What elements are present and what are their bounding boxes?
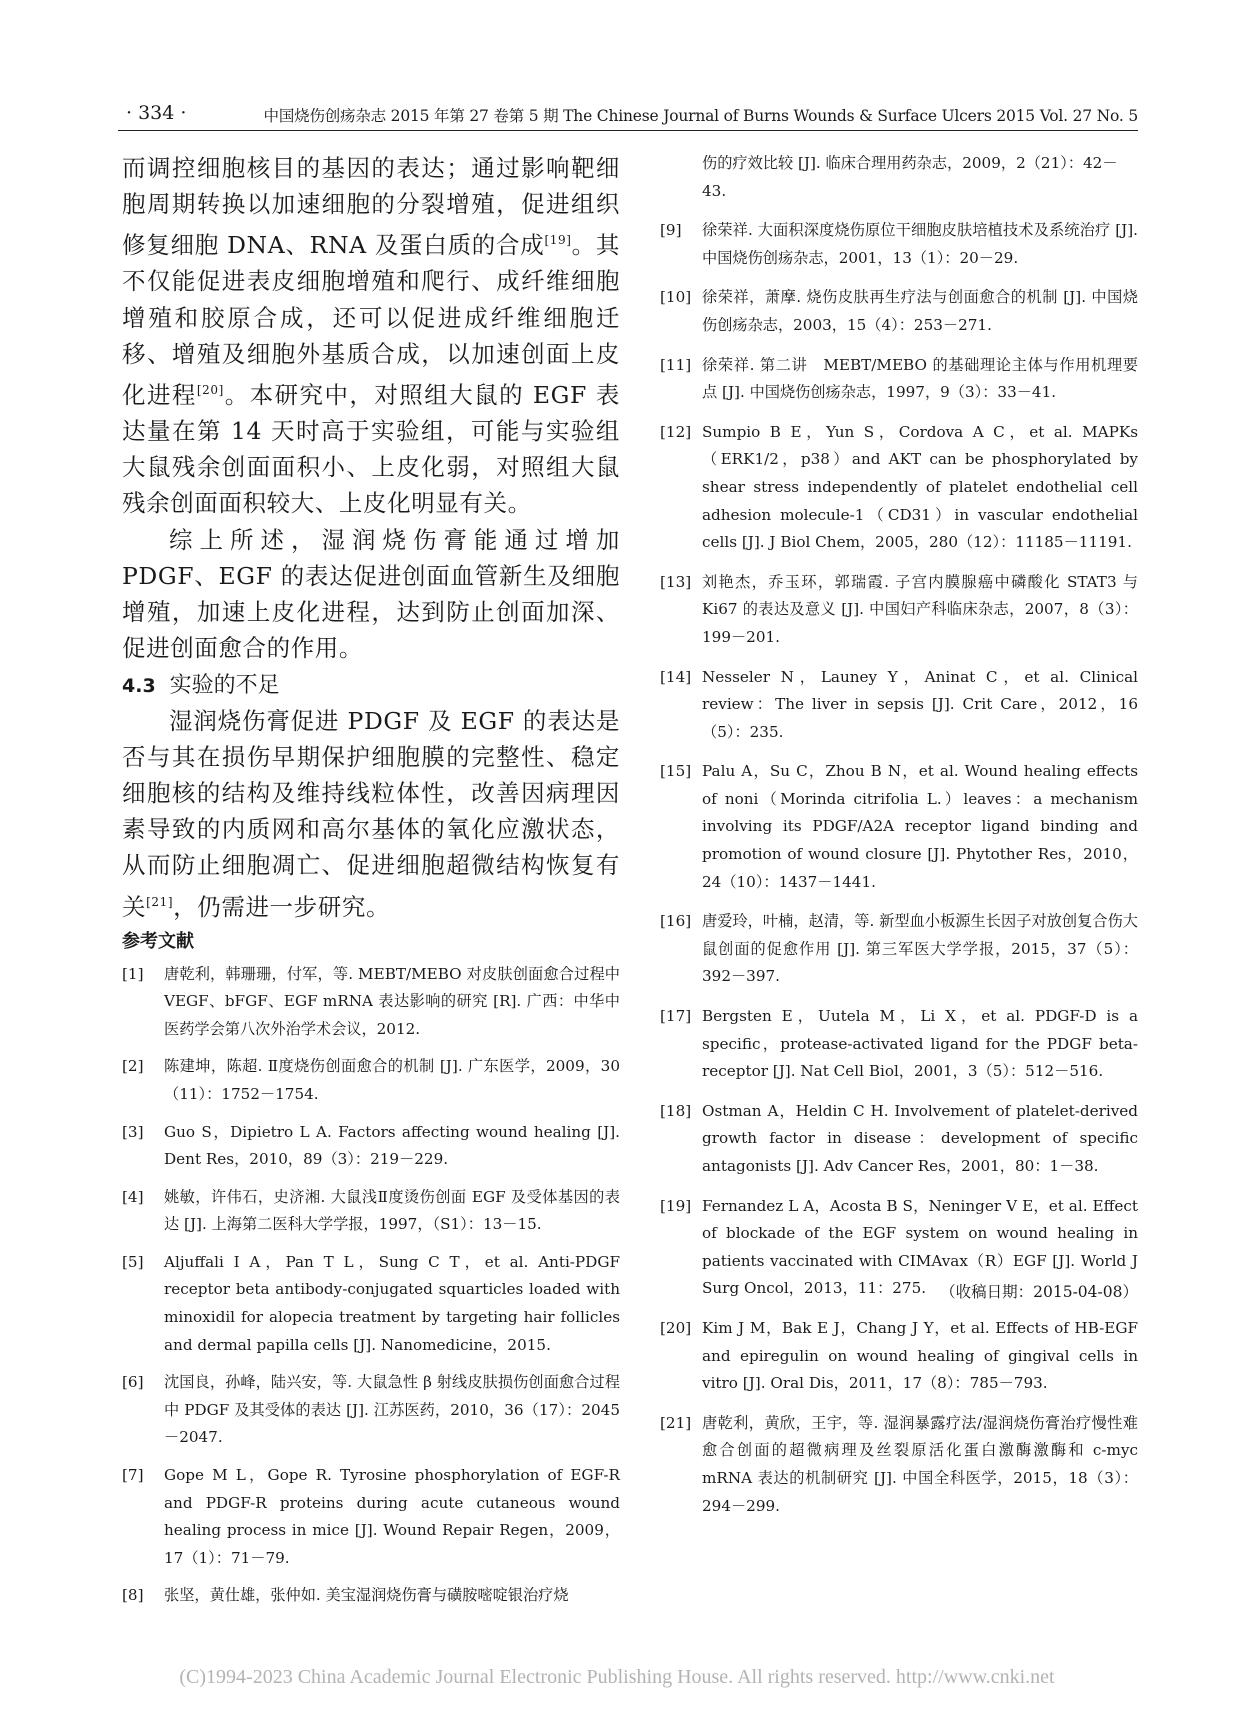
reference-number: [12] (660, 422, 692, 441)
reference-text: 张坚，黄仕雄，张仲如. 美宝湿润烧伤膏与磺胺嘧啶银治疗烧 (164, 1586, 569, 1605)
reference-number: [2] (122, 1057, 144, 1076)
reference-number: [19] (660, 1196, 692, 1215)
body-paragraph: 而调控细胞核目的基因的表达；通过影响靶细胞周期转换以加速细胞的分裂增殖，促进组织修复细胞 DNA、RNA 及蛋白质的合成[19]。其不仅能促进表皮细胞增殖和爬行、成纤维细胞增殖和胶原合成，还可以促进成纤维细胞迁移、增殖及细胞外基质合成，以加速创面上皮化进程[20]。本研究中，对照组大鼠的 EGF 表达量在第 14 天时高于实验组，可能与实验组大鼠残余创面面积小、上皮化弱，对照组大鼠残余创面面积较大、上皮化明显有关。 (122, 154, 621, 518)
reference-text: 刘艳杰，乔玉环，郭瑞霞. 子宫内膜腺癌中磷酸化 STAT3 与 Ki67 的表达及意义 [J]. 中国妇产科临床杂志，2007，8（3）：199－201. (702, 572, 1138, 646)
reference-text: Gope M L，Gope R. Tyrosine phosphorylation of EGF-R and PDGF-R proteins during acute cutaneous wound healing process in mice [J]. Wound Repair Regen，2009，17（1）：71－79. (164, 1466, 620, 1567)
reference-item (660, 1315, 1138, 1398)
reference-item (660, 1410, 1138, 1520)
reference-item (660, 664, 1138, 747)
reference-text: Bergsten E，Uutela M，Li X，et al. PDGF-D is a specific，protease-activated ligand for the PDGF beta-receptor [J]. Nat Cell Biol，2001，3（5）：512－516. (702, 1007, 1138, 1081)
reference-number: [14] (660, 667, 692, 686)
reference-item (122, 1053, 620, 1108)
reference-item (660, 284, 1138, 339)
reference-text: Fernandez L A，Acosta B S，Neninger V E，et al. Effect of blockade of the EGF system on wound healing in patients vaccinated with CIMAvax（R）EGF [J]. World J Surg Oncol，2013，11：275. (702, 1196, 1138, 1298)
reference-number: [1] (122, 964, 144, 983)
copyright-footer: (C)1994-2023 China Academic Journal Electronic Publishing House. All rights reserved. http://www.cnki.net (179, 1666, 1055, 1688)
reference-item (122, 1462, 620, 1572)
reference-text: Nesseler N，Launey Y，Aninat C，et al. Clinical review：The liver in sepsis [J]. Crit Care，2012，16（5）：235. (702, 667, 1138, 741)
reference-text: Palu A，Su C，Zhou B N，et al. Wound healing effects of noni（Morinda citrifolia L.）leaves：a mechanism involving its PDGF/A2A receptor ligand binding and promotion of wound closure [J]. Phytother Res，2010，24（10）：1437－1441. (702, 762, 1138, 891)
reference-list (660, 217, 1138, 1520)
reference-number: [15] (660, 762, 692, 781)
page-number: · 334 · (126, 102, 187, 124)
reference-text: 沈国良，孙峰，陆兴安，等. 大鼠急性 β 射线皮肤损伤创面愈合过程中 PDGF 及其受体的表达 [J]. 江苏医药，2010，36（17）：2045－2047. (164, 1373, 620, 1447)
left-column (122, 150, 620, 1620)
running-header (118, 96, 1138, 131)
body-paragraph: 综上所述，湿润烧伤膏能通过增加 PDGF、EGF 的表达促进创面血管新生及细胞增殖，加速上皮化进程，达到防止创面加深、促进创面愈合的作用。 (122, 525, 620, 663)
reference-number: [17] (660, 1007, 692, 1026)
reference-text: 徐荣祥. 第二讲 MEBT/MEBO 的基础理论主体与作用机理要点 [J]. 中国烧伤创疡杂志，1997，9（3）：33－41. (702, 355, 1138, 402)
reference-text: Aljuffali I A，Pan T L，Sung C T，et al. Anti-PDGF receptor beta antibody-conjugated squarticles loaded with minoxidil for alopecia treatment by targeting hair follicles and dermal papilla cells [J]. Nanomedicine，2015. (164, 1252, 620, 1354)
reference-item (660, 569, 1138, 652)
reference-item (660, 217, 1138, 272)
reference-text: 陈建坤，陈超. Ⅱ度烧伤创面愈合的机制 [J]. 广东医学，2009，30（11）：1752－1754. (164, 1057, 620, 1103)
reference-item (660, 352, 1138, 407)
journal-running-head: 中国烧伤创疡杂志 2015 年第 27 卷第 5 期 The Chinese Journal of Burns Wounds & Surface Ulcers 2015 Vol. 27 No. 5 (263, 107, 1138, 125)
reference-text: Sumpio B E，Yun S，Cordova A C，et al. MAPKs（ERK1/2，p38）and AKT can be phosphorylated by shear stress independently of platelet endothelial cell adhesion molecule-1（CD31）in vascular endothelial cells [J]. J Biol Chem，2005，280（12）：11185－11191. (702, 422, 1138, 552)
reference-item (122, 1582, 620, 1610)
received-date: （收稿日期：2015-04-08） (940, 1283, 1138, 1301)
reference-item (660, 1003, 1138, 1086)
reference-text: Ostman A，Heldin C H. Involvement of platelet-derived growth factor in disease：development of specific antagonists [J]. Adv Cancer Res，2001，80：1－38. (702, 1101, 1138, 1175)
reference-item (660, 1098, 1138, 1181)
reference-number: [16] (660, 912, 692, 931)
reference-item (122, 1369, 620, 1452)
reference-number: [10] (660, 288, 692, 307)
citation: [21] (146, 894, 174, 909)
reference-item (122, 1119, 620, 1174)
reference-number: [20] (660, 1318, 692, 1337)
reference-text: 徐荣祥，萧摩. 烧伤皮肤再生疗法与创面愈合的机制 [J]. 中国烧伤创疡杂志，2003，15（4）：253－271. (702, 288, 1138, 334)
reference-item (122, 1249, 620, 1359)
body-paragraph: 湿润烧伤膏促进 PDGF 及 EGF 的表达是否与其在损伤早期保护细胞膜的完整性、稳定细胞核的结构及维持线粒体性，改善因病理因素导致的内质网和高尔基体的氧化应激状态，从而防止细胞凋亡、促进细胞超微结构恢复有关[21]，仍需进一步研究。 (122, 706, 620, 921)
citation: [20] (196, 383, 224, 398)
reference-text: 徐荣祥. 大面积深度烧伤原位干细胞皮肤培植技术及系统治疗 [J]. 中国烧伤创疡杂志，2001，13（1）：20－29. (702, 221, 1138, 267)
reference-text: 唐乾利，韩珊珊，付军，等. MEBT/MEBO 对皮肤创面愈合过程中 VEGF、bFGF、EGF mRNA 表达影响的研究 [R]. 广西：中华中医药学会第八次外治学术会议，2012. (164, 964, 620, 1038)
reference-number: [8] (122, 1586, 144, 1605)
reference-number: [21] (660, 1413, 692, 1432)
reference-number: [7] (122, 1466, 144, 1485)
reference-text: Kim J M，Bak E J，Chang J Y，et al. Effects of HB-EGF and epiregulin on wound healing of gingival cells in vitro [J]. Oral Dis，2011，17（8）：785－793. (702, 1318, 1138, 1393)
reference-number: [13] (660, 572, 692, 591)
reference-item (122, 961, 620, 1044)
reference-number: [11] (660, 355, 692, 374)
citation: [19] (544, 233, 572, 248)
right-column (660, 150, 1138, 1532)
section-heading: 4.3 实验的不足 (122, 672, 280, 698)
reference-number: [4] (122, 1187, 144, 1206)
reference-item (660, 419, 1138, 557)
reference-text: 唐爱玲，叶楠，赵清，等. 新型血小板源生长因子对放创复合伤大鼠创面的促愈作用 [J]. 第三军医大学学报，2015，37（5）：392－397. (702, 912, 1138, 986)
reference-text: 姚敏，许伟石，史济湘. 大鼠浅Ⅱ度烫伤创面 EGF 及受体基因的表达 [J]. 上海第二医科大学学报，1997，（S1）：13－15. (164, 1187, 620, 1234)
reference-item (122, 1184, 620, 1239)
reference-continuation: 伤的疗效比较 [J]. 临床合理用药杂志，2009，2（21）：42－43. (702, 154, 1118, 200)
reference-number: [5] (122, 1252, 144, 1271)
reference-number: [3] (122, 1122, 144, 1141)
reference-number: [6] (122, 1373, 144, 1392)
references-heading: 参考文献 (122, 930, 194, 952)
reference-number: [9] (660, 221, 682, 240)
reference-item (660, 908, 1138, 991)
reference-text: Guo S，Dipietro L A. Factors affecting wound healing [J]. Dent Res，2010，89（3）：219－229. (164, 1122, 620, 1169)
reference-list (122, 961, 620, 1610)
reference-text: 唐乾利，黄欣，王宇，等. 湿润暴露疗法/湿润烧伤膏治疗慢性难愈合创面的超微病理及丝裂原活化蛋白激酶激酶和 c-myc mRNA 表达的机制研究 [J]. 中国全科医学，2015，18（3）：294－299. (702, 1413, 1138, 1515)
reference-item (660, 758, 1138, 896)
reference-number: [18] (660, 1101, 692, 1120)
